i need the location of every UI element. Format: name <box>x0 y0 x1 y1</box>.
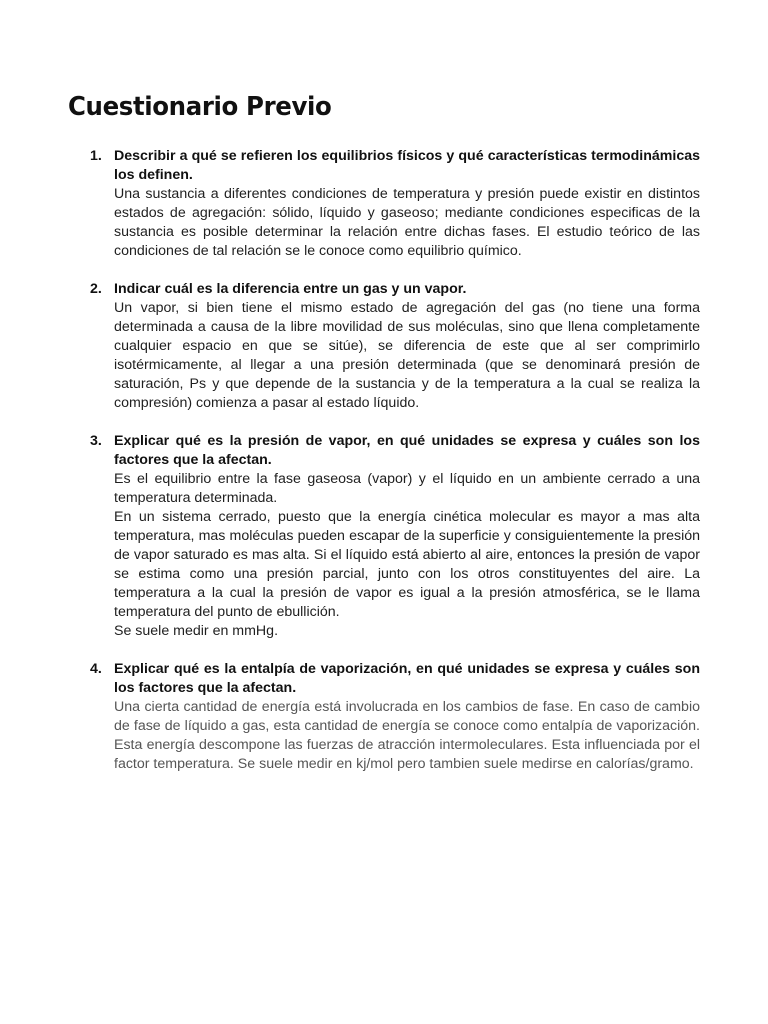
page-title: Cuestionario Previo <box>68 92 332 122</box>
question-heading: Explicar qué es la entalpía de vaporización, en qué unidades se expresa y cuáles son los factores que la afectan. <box>114 661 700 696</box>
question-number: 4. <box>90 661 102 677</box>
answer-paragraph: Una sustancia a diferentes condiciones de temperatura y presión puede existir en distintos estados de agregación: sólido, líquido y gaseoso; mediante condiciones especificas de la sustancia es posible determinar la relación entre dichas fases. El estudio teórico de las condiciones de tal relación se le conoce como equilibrio químico. <box>114 186 700 259</box>
question-number: 1. <box>90 148 102 164</box>
answer-paragraph: Un vapor, si bien tiene el mismo estado de agregación del gas (no tiene una forma determinada a causa de la libre movilidad de sus moléculas, sino que llena completamente cualquier espacio en que se sitúe), se diferencia de este que al ser comprimirlo isotérmicamente, al llegar a una presión determinada (que se denominará presión de saturación, Ps y que depende de la sustancia y de la temperatura a la cual se realiza la compresión) comienza a pasar al estado líquido. <box>114 300 700 411</box>
question-number: 3. <box>90 433 102 449</box>
answer-paragraph: Una cierta cantidad de energía está involucrada en los cambios de fase. En caso de cambio de fase de líquido a gas, esta cantidad de energía se conoce como entalpía de vaporización. Esta energía descompone las fuerzas de atracción intermoleculares. Esta influenciada por el factor temperatura. Se suele medir en kj/mol pero tambien suele medirse en calorías/gramo. <box>114 699 700 772</box>
question-item-1 <box>0 147 768 261</box>
answer-paragraph: Se suele medir en mmHg. <box>114 623 279 639</box>
question-item-3 <box>0 432 768 641</box>
question-item-4 <box>0 660 768 774</box>
question-heading: Indicar cuál es la diferencia entre un gas y un vapor. <box>114 281 467 297</box>
question-heading: Explicar qué es la presión de vapor, en qué unidades se expresa y cuáles son los factores que la afectan. <box>114 433 700 468</box>
question-heading: Describir a qué se refieren los equilibrios físicos y qué características termodinámicas los definen. <box>114 148 700 183</box>
question-number: 2. <box>90 281 102 297</box>
answer-paragraph: Es el equilibrio entre la fase gaseosa (vapor) y el líquido en un ambiente cerrado a una temperatura determinada. <box>114 471 700 506</box>
question-item-2 <box>0 280 768 413</box>
answer-paragraph: En un sistema cerrado, puesto que la energía cinética molecular es mayor a mas alta temperatura, mas moléculas pueden escapar de la superficie y consiguientemente la presión de vapor saturado es mas alta. Si el líquido está abierto al aire, entonces la presión de vapor se estima como una presión parcial, junto con los otros constituyentes del aire. La temperatura a la cual la presión de vapor es igual a la presión atmosférica, se le llama temperatura del punto de ebullición. <box>114 509 700 620</box>
question-list <box>0 147 768 793</box>
